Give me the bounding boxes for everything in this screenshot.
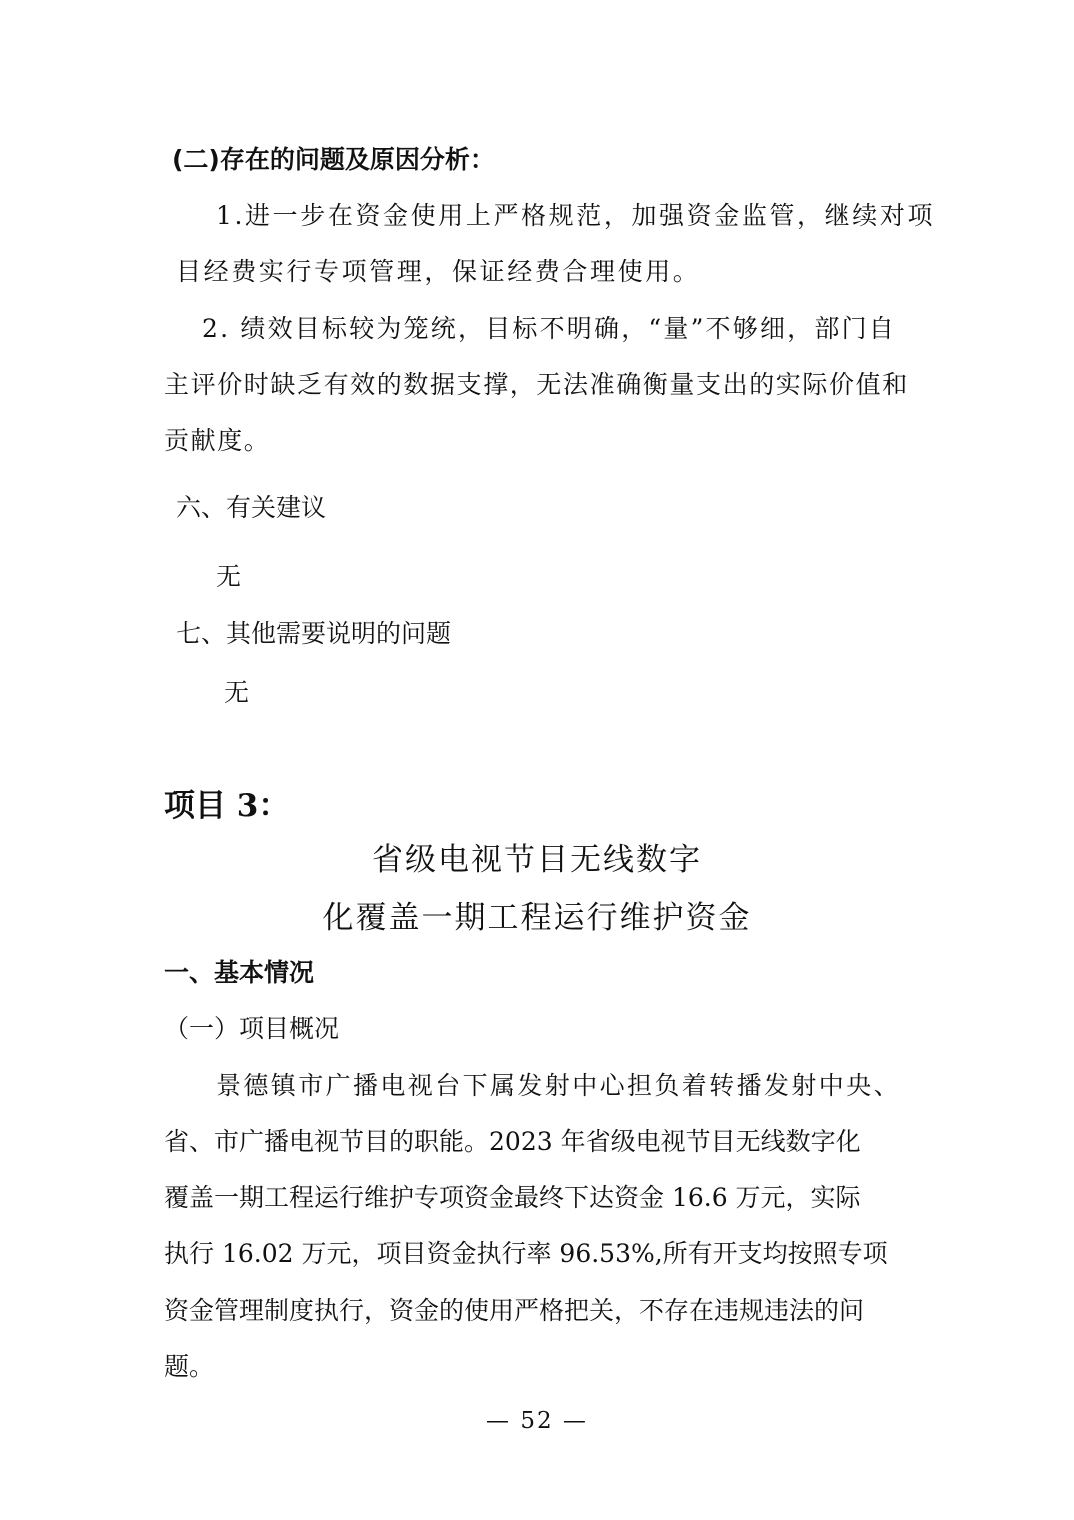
project-title-line-2: 化覆盖一期工程运行维护资金: [322, 900, 752, 936]
page-number: — 52 —: [486, 1408, 588, 1434]
project-title-line-1: 省级电视节目无线数字: [372, 842, 702, 878]
problem-item-2-line-3: 贡献度。: [164, 426, 271, 455]
problem-item-1-line-2: 目经费实行专项管理，保证经费合理使用。: [176, 257, 701, 286]
other-heading: 七、其他需要说明的问题: [176, 619, 452, 648]
overview-line-5: 资金管理制度执行，资金的使用严格把关，不存在违规违法的问: [164, 1296, 865, 1325]
overview-line-6: 题。: [164, 1352, 215, 1381]
overview-line-3: 覆盖一期工程运行维护专项资金最终下达资金 16.6 万元，实际: [164, 1183, 861, 1212]
basic-info-heading: 一、基本情况: [164, 958, 315, 987]
suggestions-body: 无: [216, 562, 242, 591]
problem-item-2-line-1: 2. 绩效目标较为笼统，目标不明确，“量”不够细，部门自: [202, 314, 896, 343]
suggestions-heading: 六、有关建议: [176, 493, 327, 522]
overview-heading: （一）项目概况: [164, 1014, 340, 1043]
problems-heading: (二)存在的问题及原因分析：: [172, 145, 495, 174]
overview-line-2: 省、市广播电视节目的职能。2023 年省级电视节目无线数字化: [164, 1127, 861, 1156]
overview-line-1: 景德镇市广播电视台下属发射中心担负着转播发射中央、: [216, 1071, 902, 1100]
overview-line-4: 执行 16.02 万元，项目资金执行率 96.53%,所有开支均按照专项: [164, 1239, 888, 1268]
problem-item-1-line-1: 1.进一步在资金使用上严格规范，加强资金监管，继续对项: [216, 201, 936, 230]
project-label: 项目 3：: [164, 788, 290, 824]
problem-item-2-line-2: 主评价时缺乏有效的数据支撑，无法准确衡量支出的实际价值和: [164, 370, 909, 399]
other-body: 无: [224, 678, 250, 707]
